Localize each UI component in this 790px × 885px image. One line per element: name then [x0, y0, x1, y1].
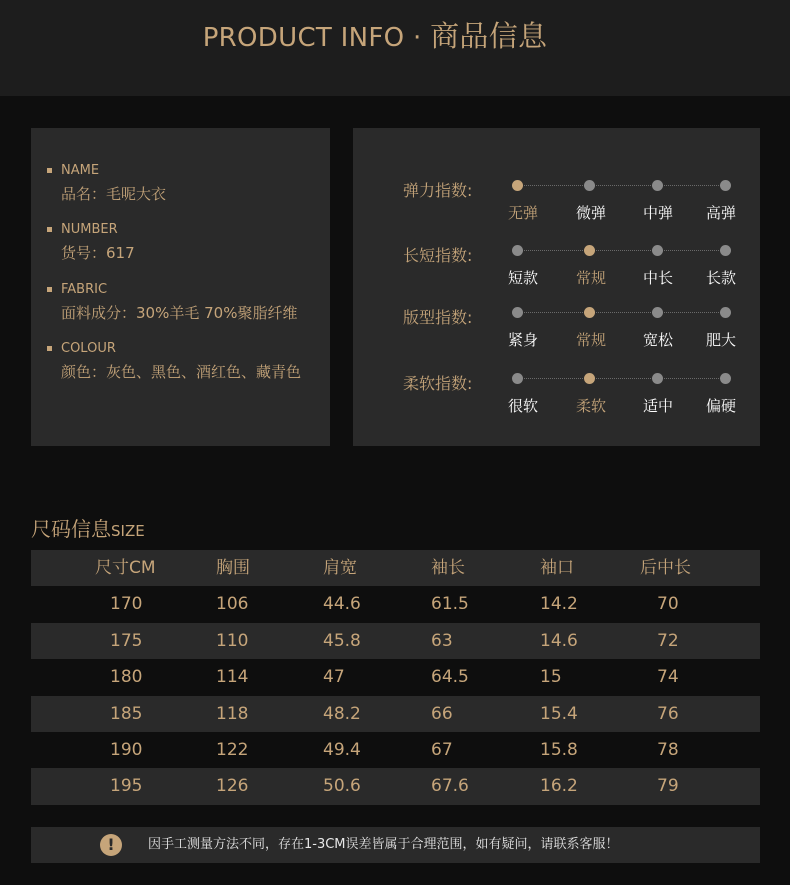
table-row	[31, 696, 760, 732]
index-dot	[652, 307, 663, 318]
index-label: 版型指数:	[403, 308, 473, 327]
index-row-fit	[353, 305, 760, 365]
index-label: 弹力指数:	[403, 181, 473, 200]
info-value: 品名：毛呢大衣	[61, 185, 167, 203]
table-row	[31, 623, 760, 659]
table-row	[31, 768, 760, 804]
size-title-chinese: 尺码信息	[31, 517, 111, 541]
index-row-softness	[353, 371, 760, 431]
index-option: 常规	[575, 331, 606, 349]
index-option: 高弹	[705, 204, 736, 222]
title-english: PRODUCT INFO ·	[202, 23, 422, 53]
table-cell: 67.6	[431, 776, 469, 797]
index-option: 长款	[705, 269, 736, 287]
index-dot	[584, 373, 595, 384]
table-cell: 61.5	[431, 594, 469, 615]
index-option: 偏硬	[705, 397, 736, 415]
index-track	[517, 312, 725, 313]
table-cell: 78	[657, 739, 679, 760]
size-table	[31, 550, 760, 805]
table-cell: 64.5	[431, 667, 469, 688]
table-cell: 114	[216, 667, 249, 688]
table-header-cell: 尺寸CM	[95, 558, 156, 578]
title-chinese: 商品信息	[430, 19, 548, 53]
index-track	[517, 185, 725, 186]
table-cell: 14.2	[540, 594, 578, 615]
size-title-english: SIZE	[111, 522, 145, 540]
table-cell: 76	[657, 703, 679, 724]
table-cell: 175	[110, 630, 143, 651]
index-row-elasticity	[353, 178, 760, 238]
info-label: FABRIC	[61, 282, 108, 297]
index-dot	[584, 307, 595, 318]
index-dot	[720, 373, 731, 384]
index-row-length	[353, 243, 760, 303]
index-panel	[353, 128, 760, 446]
table-cell: 15.8	[540, 739, 578, 760]
index-dot	[652, 245, 663, 256]
table-cell: 45.8	[323, 630, 361, 651]
table-cell: 106	[216, 594, 249, 615]
table-row	[31, 659, 760, 695]
index-option: 适中	[642, 397, 673, 415]
index-option: 宽松	[642, 331, 673, 349]
table-cell: 122	[216, 739, 249, 760]
index-dot	[652, 180, 663, 191]
bullet-icon	[47, 346, 52, 351]
table-cell: 110	[216, 630, 249, 651]
index-dot	[584, 180, 595, 191]
table-header-cell: 袖长	[431, 558, 465, 578]
info-value: 货号：617	[61, 244, 135, 262]
table-row	[31, 586, 760, 622]
table-cell: 185	[110, 703, 143, 724]
table-cell: 67	[431, 739, 453, 760]
index-option: 柔软	[575, 397, 606, 415]
index-dot	[720, 307, 731, 318]
table-cell: 44.6	[323, 594, 361, 615]
index-dot	[720, 245, 731, 256]
info-label: COLOUR	[61, 341, 116, 356]
size-section-title	[31, 513, 145, 542]
table-cell: 79	[657, 776, 679, 797]
table-cell: 15	[540, 667, 562, 688]
table-header-cell: 袖口	[540, 558, 574, 578]
table-cell: 126	[216, 776, 249, 797]
table-cell: 63	[431, 630, 453, 651]
info-value: 颜色：灰色、黑色、酒红色、藏青色	[61, 363, 302, 381]
index-dot	[720, 180, 731, 191]
table-cell: 180	[110, 667, 143, 688]
table-cell: 48.2	[323, 703, 361, 724]
exclamation-icon: !	[100, 834, 122, 856]
bullet-icon	[47, 168, 52, 173]
table-cell: 49.4	[323, 739, 361, 760]
index-option: 中弹	[642, 204, 673, 222]
notice-text: 因手工测量方法不同，存在1-3CM误差皆属于合理范围，如有疑问，请联系客服！	[148, 837, 619, 852]
index-option: 微弹	[575, 204, 606, 222]
index-track	[517, 378, 725, 379]
product-info-panel	[31, 128, 330, 446]
table-cell: 74	[657, 667, 679, 688]
table-cell: 170	[110, 594, 143, 615]
table-header-row	[31, 550, 760, 586]
index-option: 肥大	[705, 331, 736, 349]
table-cell: 118	[216, 703, 249, 724]
table-cell: 15.4	[540, 703, 578, 724]
page-title	[0, 14, 750, 55]
index-option: 紧身	[507, 331, 538, 349]
table-cell: 14.6	[540, 630, 578, 651]
index-option: 短款	[507, 269, 538, 287]
table-cell: 50.6	[323, 776, 361, 797]
table-header-cell: 胸围	[216, 558, 250, 578]
index-label: 长短指数:	[403, 246, 473, 265]
index-dot	[512, 245, 523, 256]
table-cell: 72	[657, 630, 679, 651]
index-dot	[584, 245, 595, 256]
bullet-icon	[47, 227, 52, 232]
index-option: 无弹	[507, 204, 538, 222]
table-header-cell: 肩宽	[323, 558, 357, 578]
table-cell: 70	[657, 594, 679, 615]
index-option: 很软	[507, 397, 538, 415]
index-option: 中长	[642, 269, 673, 287]
bullet-icon	[47, 287, 52, 292]
table-cell: 16.2	[540, 776, 578, 797]
measurement-notice	[31, 827, 760, 863]
table-cell: 190	[110, 739, 143, 760]
index-track	[517, 250, 725, 251]
index-dot	[512, 373, 523, 384]
info-value: 面料成分：30%羊毛 70%聚脂纤维	[61, 304, 298, 322]
index-dot	[652, 373, 663, 384]
table-row	[31, 732, 760, 768]
index-dot	[512, 180, 523, 191]
header	[0, 0, 790, 96]
info-label: NUMBER	[61, 222, 118, 237]
index-option: 常规	[575, 269, 606, 287]
table-cell: 195	[110, 776, 143, 797]
table-cell: 47	[323, 667, 345, 688]
index-dot	[512, 307, 523, 318]
table-header-cell: 后中长	[640, 558, 691, 578]
index-label: 柔软指数:	[403, 374, 473, 393]
info-label: NAME	[61, 163, 100, 178]
table-cell: 66	[431, 703, 453, 724]
